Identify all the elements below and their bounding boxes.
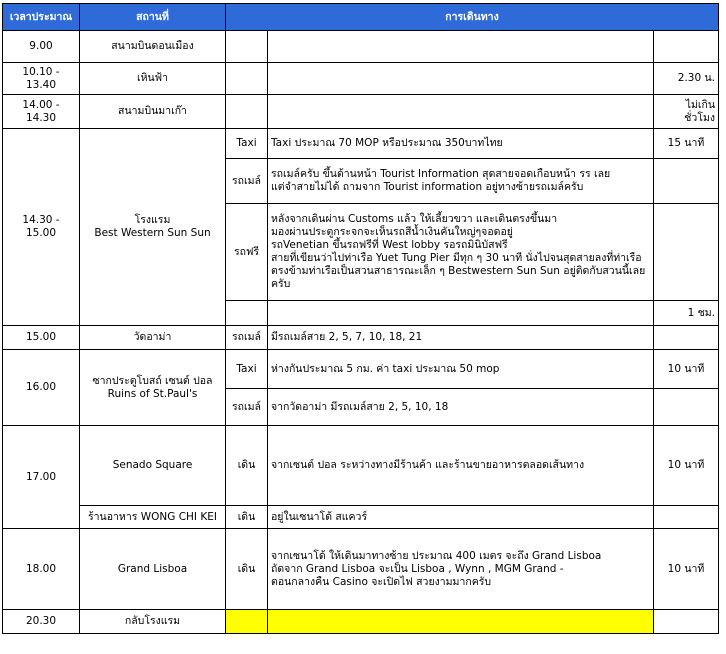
desc-cell: หลังจากเดินผ่าน Customs แล้ว ให้เลี้ยวขวา และเดินตรงขึ้นมา มองผ่านประตูกระจกจะเห็นรถสีน้ำเงินคันใหญ่ๆจอดอยู่ รถVenetian ขึ้นรถฟรีที่ West lobby รอรถมินิบัสฟรี สายที่เขียนว่าไปท่าเรือ Yuet Tung Pier มีทุก ๆ 30 นาที นั่งไปจนสุดสายลงที่ท่าเรือ ตรงข้ามท่าเรือเป็นสวนสาธารณะเล็ก ๆ Bestwestern Sun Sun อยู่ติดกับสวนนี้เลยครับ	[268, 204, 654, 301]
place-cell: Senado Square	[80, 426, 226, 506]
mode-cell: Taxi	[226, 350, 268, 389]
desc-cell	[268, 63, 654, 95]
duration-cell	[654, 610, 719, 634]
time-cell: 20.30	[3, 610, 80, 634]
mode-cell: เดิน	[226, 506, 268, 529]
desc-cell: จากเซนต์ ปอล ระหว่างทางมีร้านค้า และร้านขายอาหารตลอดเส้นทาง	[268, 426, 654, 506]
duration-cell: 10 นาที	[654, 529, 719, 610]
table-row	[3, 426, 719, 506]
time-cell: 14.00 - 14.30	[3, 95, 80, 129]
header-travel: การเดินทาง	[226, 4, 719, 31]
mode-cell: รถเมล์	[226, 159, 268, 204]
mode-cell	[226, 95, 268, 129]
place-cell: สนามบินดอนเมือง	[80, 31, 226, 63]
mode-cell: เดิน	[226, 426, 268, 506]
mode-cell: รถเมล์	[226, 389, 268, 426]
table-row	[3, 506, 719, 529]
mode-cell: รถเมล์	[226, 326, 268, 350]
place-cell: โรงแรม Best Western Sun Sun	[80, 129, 226, 326]
duration-cell: 1 ชม.	[654, 301, 719, 326]
time-cell: 16.00	[3, 350, 80, 426]
header-time: เวลาประมาณ	[3, 4, 80, 31]
time-cell: 10.10 - 13.40	[3, 63, 80, 95]
itinerary-table	[2, 3, 719, 634]
mode-cell: Taxi	[226, 129, 268, 159]
duration-cell	[654, 389, 719, 426]
desc-cell-highlighted	[268, 610, 654, 634]
duration-cell: 2.30 น.	[654, 63, 719, 95]
header-place: สถานที่	[80, 4, 226, 31]
place-cell: เหินฟ้า	[80, 63, 226, 95]
mode-cell	[226, 31, 268, 63]
desc-cell	[268, 301, 654, 326]
duration-cell: 15 นาที	[654, 129, 719, 159]
duration-cell	[654, 326, 719, 350]
duration-cell	[654, 31, 719, 63]
desc-cell	[268, 95, 654, 129]
place-cell: Grand Lisboa	[80, 529, 226, 610]
place-cell: วัดอาม่า	[80, 326, 226, 350]
time-cell: 17.00	[3, 426, 80, 529]
table-row	[3, 350, 719, 389]
duration-cell: 10 นาที	[654, 426, 719, 506]
duration-cell	[654, 159, 719, 204]
place-cell: ซากประตูโบสถ์ เซนต์ ปอล Ruins of St.Paul's	[80, 350, 226, 426]
table-row	[3, 63, 719, 95]
desc-cell: จากเซนาโด้ ให้เดินมาทางซ้าย ประมาณ 400 เมตร จะถึง Grand Lisboa ถัดจาก Grand Lisboa จะเป็น Lisboa , Wynn , MGM Grand - ตอนกลางคืน Casino จะเปิดไฟ สวยงามมากครับ	[268, 529, 654, 610]
time-cell: 14.30 - 15.00	[3, 129, 80, 326]
duration-cell: 10 นาที	[654, 350, 719, 389]
desc-cell: รถเมล์ครับ ขึ้นด้านหน้า Tourist Information สุดสายจอดเกือบหน้า รร เลย แต่จำสายไม่ได้ ถามจาก Tourist information อยู่ทางซ้ายรถเมล์ครับ	[268, 159, 654, 204]
duration-cell	[654, 506, 719, 529]
table-row	[3, 529, 719, 610]
time-cell: 9.00	[3, 31, 80, 63]
desc-cell: อยู่ในเซนาโด้ สแควร์	[268, 506, 654, 529]
table-row	[3, 326, 719, 350]
time-cell: 18.00	[3, 529, 80, 610]
duration-cell	[654, 204, 719, 301]
table-row	[3, 129, 719, 159]
header-row	[3, 4, 719, 31]
table-row	[3, 95, 719, 129]
mode-cell-highlighted	[226, 610, 268, 634]
desc-cell: ห่างกันประมาณ 5 กม. ค่า taxi ประมาณ 50 mop	[268, 350, 654, 389]
duration-cell: ไม่เกินชั่วโมง	[654, 95, 719, 129]
table-row	[3, 610, 719, 634]
table-row	[3, 31, 719, 63]
place-cell: ร้านอาหาร WONG CHI KEI	[80, 506, 226, 529]
mode-cell: เดิน	[226, 529, 268, 610]
mode-cell: รถฟรี	[226, 204, 268, 301]
place-cell: สนามบินมาเก๊า	[80, 95, 226, 129]
mode-cell	[226, 63, 268, 95]
place-cell: กลับโรงแรม	[80, 610, 226, 634]
desc-cell: จากวัดอาม่า มีรถเมล์สาย 2, 5, 10, 18	[268, 389, 654, 426]
mode-cell	[226, 301, 268, 326]
desc-cell: มีรถเมล์สาย 2, 5, 7, 10, 18, 21	[268, 326, 654, 350]
time-cell: 15.00	[3, 326, 80, 350]
desc-cell	[268, 31, 654, 63]
desc-cell: Taxi ประมาณ 70 MOP หรือประมาณ 350บาทไทย	[268, 129, 654, 159]
